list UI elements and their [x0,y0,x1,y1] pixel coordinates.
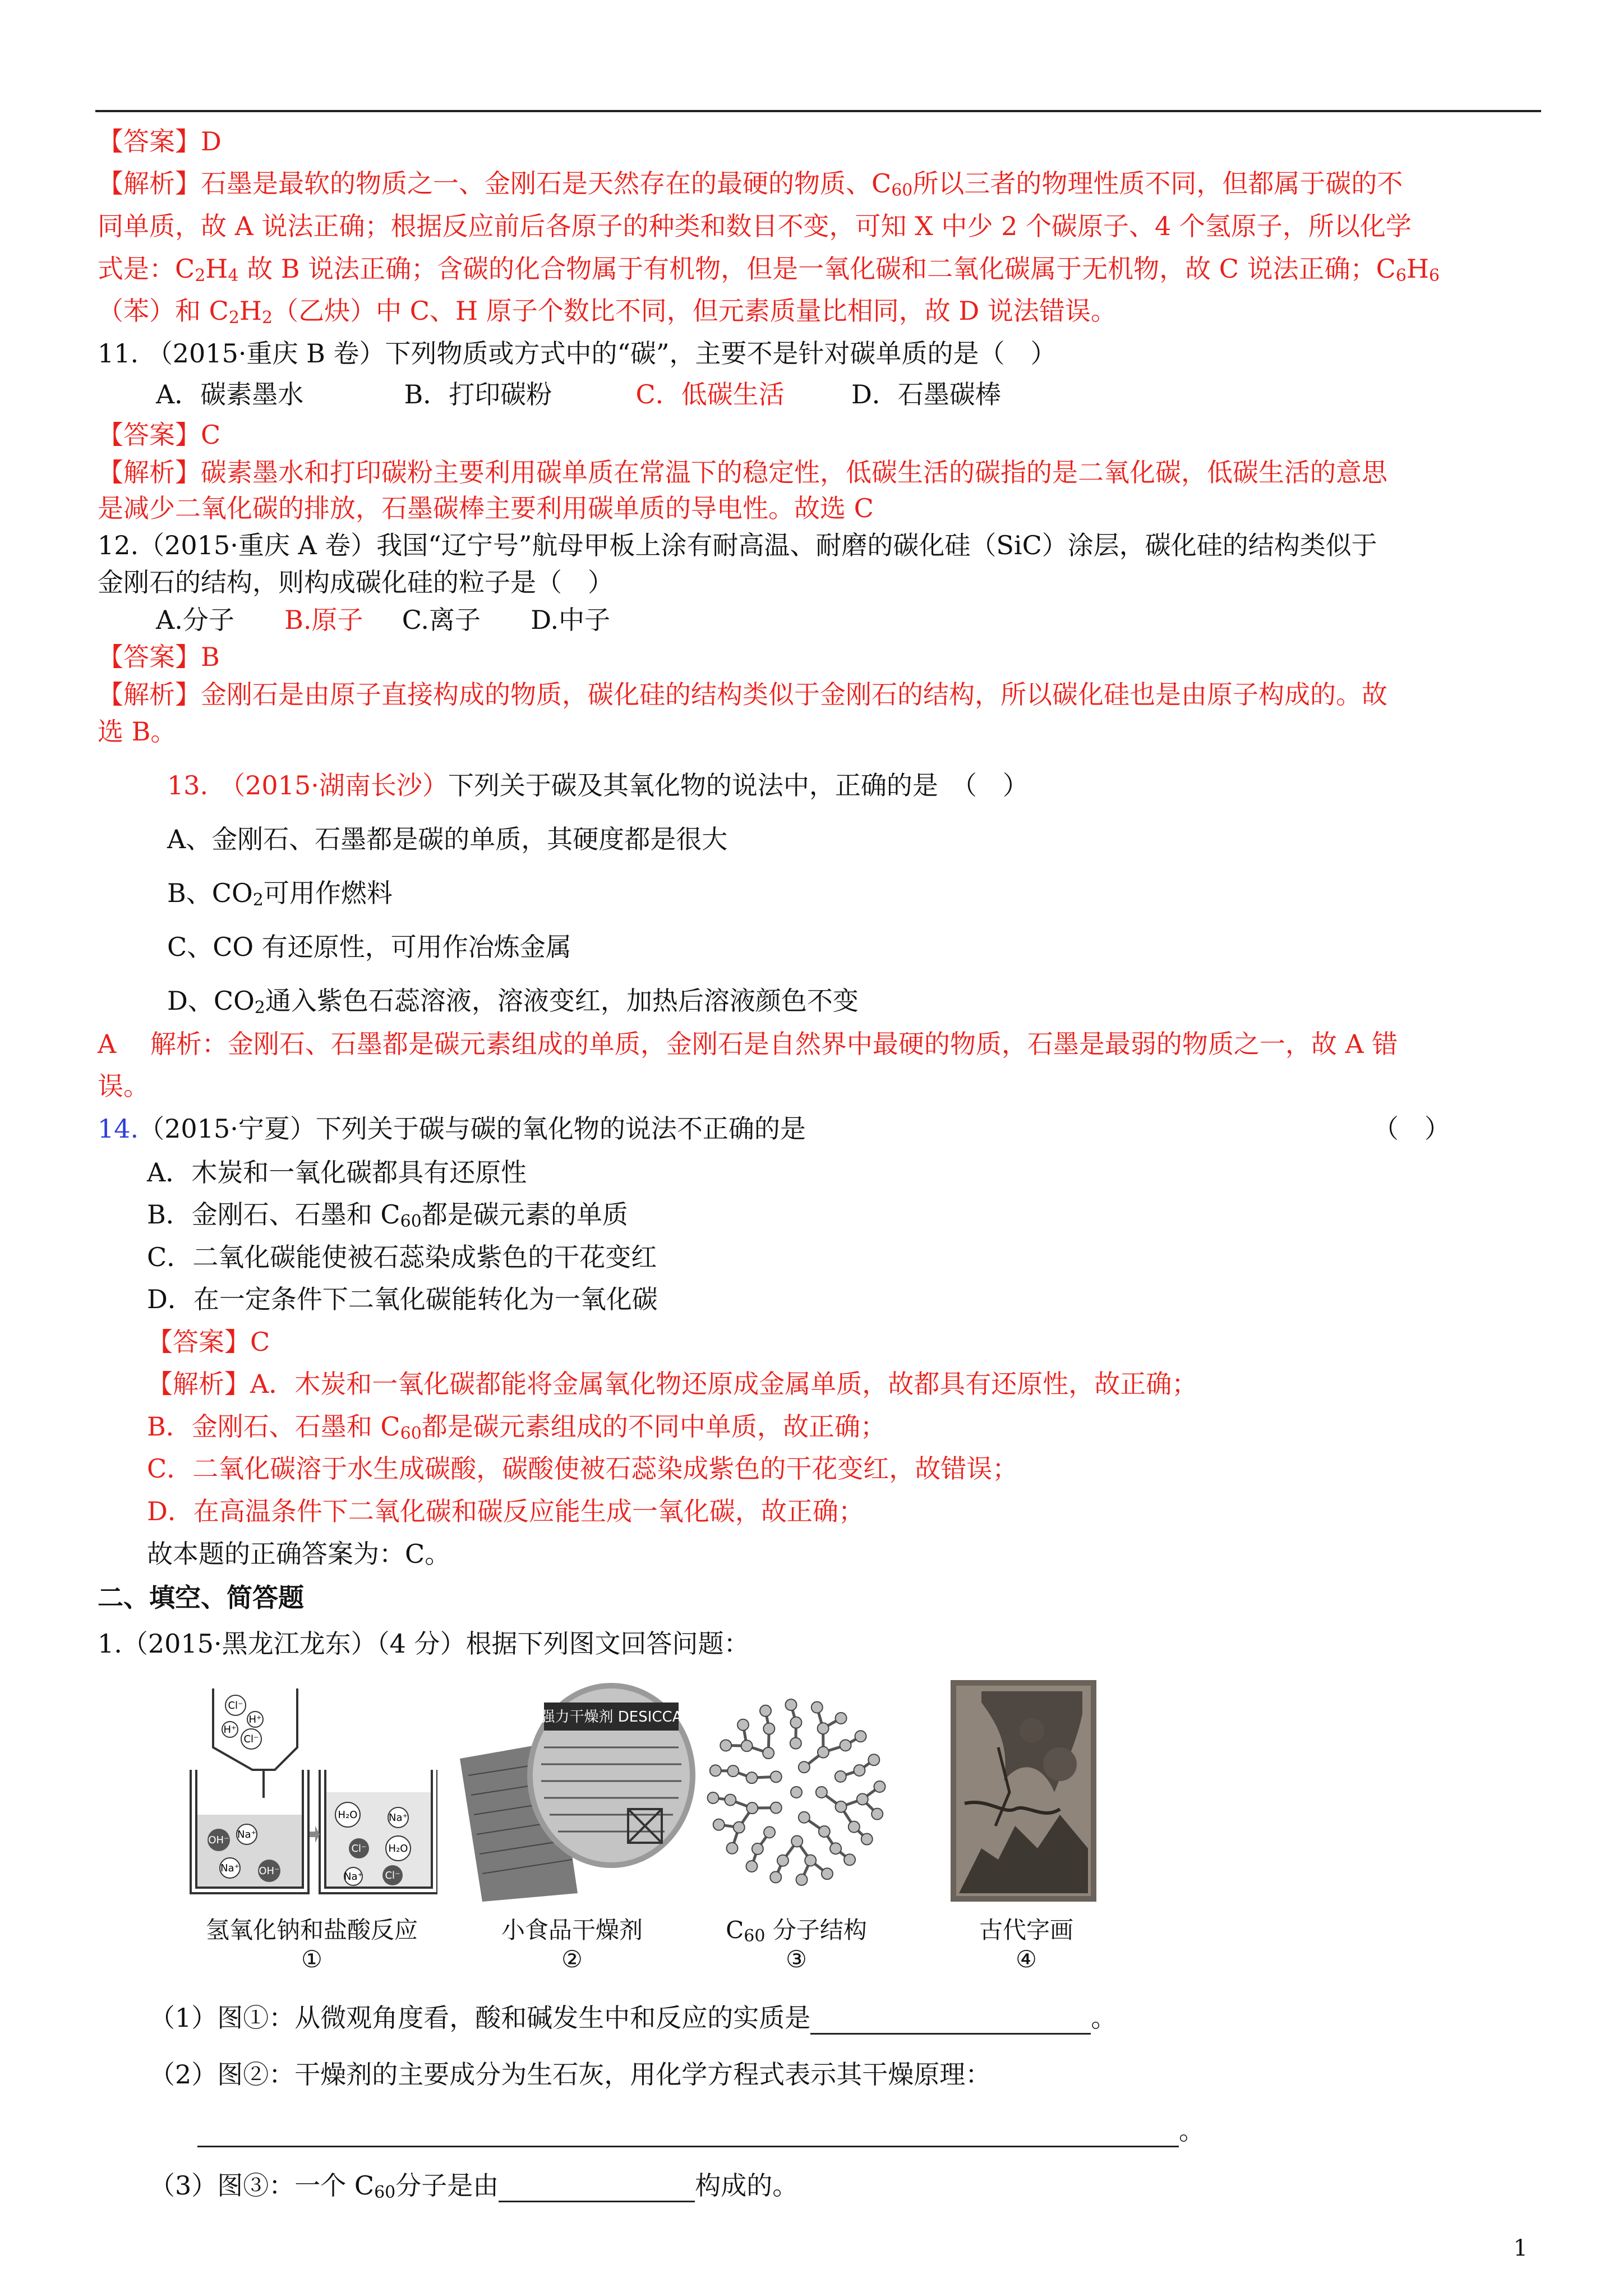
carbon-atom [819,1826,830,1837]
q11-analysis-line2: 是减少二氧化碳的排放，石墨碳棒主要利用碳单质的导电性。故选 C [98,493,874,523]
section-title: 二、填空、简答题 [98,1582,304,1613]
q12-answer: 【答案】B [98,642,220,672]
q14-answer: 【答案】C [147,1327,270,1357]
q11-options [156,378,1001,411]
fq1-subq2-blank-line: 。 [197,2114,1205,2147]
figure-neutralization [179,1680,437,1904]
q14-option-a: A．木炭和一氧化碳都具有还原性 [147,1157,527,1188]
svg-text:Cl⁻: Cl⁻ [228,1700,243,1711]
carbon-atom [816,1787,827,1798]
carbon-atom [836,1713,847,1724]
fig3-caption: $C_{60}$ 分子结构 [726,1916,867,1946]
carbon-atom [763,1723,774,1734]
q14-stem: 14.（2015·宁夏）下列关于碳与碳的氧化物的说法不正确的是 [98,1114,806,1144]
svg-text:Cl⁻: Cl⁻ [243,1733,259,1745]
carbon-atom [861,1834,873,1845]
q14-conclusion: 故本题的正确答案为：C。 [147,1539,451,1569]
fig4-caption: 古代字画 [979,1916,1073,1944]
carbon-atom [771,1771,782,1782]
carbon-atom [835,1771,846,1782]
answer-blank-2[interactable] [197,2121,1179,2147]
carbon-atom [752,1843,763,1855]
carbon-atom [764,1826,775,1838]
carbon-atom [727,1765,739,1777]
answer-blank-3[interactable] [499,2176,695,2202]
carbon-atom [805,1855,816,1866]
q13-option-d: D、$CO_2$通入紫色石蕊溶液，溶液变红，加热后溶液颜色不变 [167,986,859,1018]
carbon-atom [746,1861,757,1872]
q12-stem-line1: 12.（2015·重庆 A 卷）我国“辽宁号”航母甲板上涂有耐高温、耐磨的碳化硅（SiC）涂层，碳化硅的结构类似于 [98,530,1377,560]
fq1-subq2: （2）图②：干燥剂的主要成分为生石灰，用化学方程式表示其干燥原理： [149,2059,992,2090]
q13-stem: 13. （2015·湖南长沙）下列关于碳及其氧化物的说法中，正确的是 （ ） [167,770,1029,800]
carbon-atom [746,1772,758,1783]
svg-text:Cl⁻: Cl⁻ [351,1843,367,1855]
carbon-atom [840,1740,851,1751]
carbon-atom [737,1719,749,1731]
q12-options [156,603,610,637]
q12-option-d: D.中子 [531,605,611,635]
fig3-number: ③ [786,1945,807,1973]
carbon-atom [710,1765,721,1776]
q13-analysis-line1: A 解析：金刚石、石墨都是碳元素组成的单质，金刚石是自然界中最硬的物质，石墨是最弱的物质之一，故 A 错 [98,1029,1398,1059]
carbon-atom [777,1855,789,1866]
carbon-atom [796,1874,808,1885]
q11-option-a: A．碳素墨水 [156,379,304,409]
carbon-atom [760,1705,771,1717]
carbon-atom [726,1843,737,1854]
q11-option-d: D．石墨碳棒 [851,379,1001,409]
q14-analysis-a: 【解析】A．木炭和一氧化碳都能将金属氧化物还原成金属单质，故都具有还原性，故正确； [147,1369,1198,1399]
carbon-atom [746,1802,758,1814]
svg-text:OH⁻: OH⁻ [259,1865,280,1877]
q14-analysis-c: C．二氧化碳溶于水生成碳酸，碳酸使被石蕊染成紫色的干花变红，故错误； [147,1453,1018,1484]
carbon-atom [763,1747,774,1759]
carbon-atom [855,1731,866,1742]
header-rule [95,110,1541,112]
carbon-atom [770,1871,781,1883]
q13-analysis-line2: 误。 [98,1071,149,1101]
fq1-stem: 1.（2015·黑龙江龙东）（4 分）根据下列图文回答问题： [98,1628,750,1659]
svg-text:强力干燥剂 DESICCA: 强力干燥剂 DESICCA [540,1709,683,1726]
fig2-caption: 小食品干燥剂 [501,1916,643,1944]
q10-analysis-line4: （苯）和 $C_2H_2$（乙炔）中 C、H 原子个数比不同，但元素质量比相同，故 D 说法错误。 [98,296,1117,328]
q13-option-b: B、$CO_2$可用作燃料 [167,878,393,910]
svg-text:OH⁻: OH⁻ [208,1834,229,1846]
q14-analysis-b: B．金刚石、石墨和 $C_{60}$都是碳元素组成的不同中单质，故正确； [147,1411,886,1443]
carbon-atom [799,1812,810,1823]
answer-blank-1[interactable] [810,2008,1091,2035]
svg-text:Cl⁻: Cl⁻ [385,1870,400,1881]
q14-analysis-d: D．在高温条件下二氧化碳和碳反应能生成一氧化碳，故正确； [147,1496,864,1526]
carbon-atom [790,1738,801,1749]
fq1-subq1: （1）图①：从微观角度看，酸和碱发生中和反应的实质是 。 [149,2001,1117,2035]
carbon-atom [720,1740,731,1751]
q12-option-b: B.原子 [284,605,363,635]
carbon-atom [835,1801,846,1812]
q10-analysis-line3: 式是：$C_2H_4$ 故 B 说法正确；含碳的化合物属于有机物，但是一氧化碳和二氧化碳属于无机物，故 C 说法正确；$C_6H_6$ [98,254,1440,286]
q10-analysis-line1: 【解析】石墨是最软的物质之一、金刚石是天然存在的最硬的物质、$C_{60}$所以三者的物理性质不同，但都属于碳的不 [98,168,1403,200]
svg-text:Na⁺: Na⁺ [220,1862,239,1874]
carbon-atom [741,1740,753,1751]
q12-option-a: A.分子 [156,605,234,635]
svg-text:H⁺: H⁺ [223,1724,237,1736]
q13-option-c: C、CO 有还原性，可用作冶炼金属 [167,932,571,962]
page-number: 1 [1513,2235,1528,2261]
svg-text:Na⁺: Na⁺ [237,1829,256,1841]
fq1-subq3: （3）图③：一个 $C_{60}$分子是由 构成的。 [149,2170,799,2202]
q10-answer: 【答案】D [98,126,222,157]
q12-analysis-line1: 【解析】金刚石是由原子直接构成的物质，碳化硅的结构类似于金刚石的结构，所以碳化硅也是由原子构成的。故 [98,679,1387,710]
q12-analysis-line2: 选 B。 [98,716,177,747]
carbon-atom [844,1854,855,1865]
carbon-atom [854,1765,865,1776]
figure-desiccant [449,1680,695,1904]
figure-ancient-painting [948,1680,1099,1904]
fig2-number: ② [561,1945,583,1973]
carbon-atom [811,1702,823,1713]
q11-stem: 11. （2015·重庆 B 卷）下列物质或方式中的“碳”，主要不是针对碳单质的是（ ） [98,338,1057,369]
carbon-atom [734,1822,745,1833]
carbon-atom [799,1761,810,1773]
carbon-atom [872,1809,883,1820]
svg-text:Na⁺: Na⁺ [344,1871,363,1883]
q11-option-b: B．打印碳粉 [404,379,552,409]
fig1-number: ① [301,1945,322,1973]
carbon-atom [818,1723,829,1734]
q14-option-b: B．金刚石、石墨和 $C_{60}$都是碳元素的单质 [147,1199,628,1231]
svg-text:H₂O: H₂O [388,1843,408,1855]
carbon-atom [822,1868,833,1879]
q11-answer: 【答案】C [98,420,221,450]
carbon-atom [785,1699,796,1710]
figure-c60-molecule [695,1680,897,1904]
q11-option-c: C．低碳生活 [635,379,785,409]
q10-analysis-line2: 同单质，故 A 说法正确；根据反应前后各原子的种类和数目不变，可知 X 中少 2 个碳原子、4 个氢原子，所以化学 [98,211,1412,241]
carbon-atom [818,1747,829,1758]
fig4-number: ④ [1016,1945,1037,1973]
q11-analysis-line1: 【解析】碳素墨水和打印碳粉主要利用碳单质在常温下的稳定性，低碳生活的碳指的是二氧化碳，低碳生活的意思 [98,457,1387,487]
carbon-atom [857,1793,868,1805]
carbon-atom [791,1835,803,1847]
carbon-atom [874,1781,885,1792]
carbon-atom [708,1792,719,1803]
carbon-atom [771,1802,782,1814]
carbon-atom [725,1795,736,1806]
carbon-atom [849,1821,860,1833]
svg-text:Na⁺: Na⁺ [389,1812,408,1824]
carbon-atom [791,1787,802,1798]
carbon-atom [868,1754,879,1765]
q13-option-a: A、金刚石、石墨都是碳的单质，其硬度都是很大 [167,824,728,854]
carbon-atom [790,1717,801,1728]
svg-text:H₂O: H₂O [338,1809,358,1821]
q14-option-d: D．在一定条件下二氧化碳能转化为一氧化碳 [147,1284,658,1314]
svg-text:H⁺: H⁺ [248,1714,262,1726]
fig1-caption: 氢氧化钠和盐酸反应 [205,1916,418,1944]
carbon-atom [830,1843,841,1854]
carbon-atom [713,1819,725,1830]
q12-option-c: C.离子 [402,605,481,635]
q14-answer-paren: （ ） [1373,1114,1450,1144]
q14-option-c: C．二氧化碳能使被石蕊染成紫色的干花变红 [147,1242,657,1272]
q12-stem-line2: 金刚石的结构，则构成碳化硅的粒子是（ ） [98,567,614,597]
